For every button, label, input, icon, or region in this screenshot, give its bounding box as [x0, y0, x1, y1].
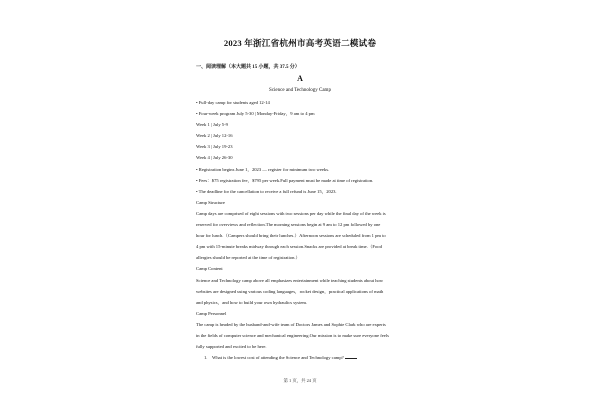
- paragraph-line: Camp days are comprised of eight sessions with two sessions per day while the final day of the week is: [196, 210, 386, 216]
- bullet-line: • Registration begins June 1，2023 — register for minimum two weeks.: [196, 166, 330, 172]
- paragraph-line: fully supported and excited to be here.: [196, 344, 267, 350]
- paragraph-line: The camp is headed by the husband-and-wife team of Doctors James and Sophie Clark who are experts: [196, 321, 386, 327]
- paragraph-line: and physics，and how to build your own hydraulics system.: [196, 299, 308, 305]
- passage-body: [196, 97, 408, 363]
- paragraph-line: in the fields of computer science and mechanical engineering.Our mission is to make sure everyone feels: [196, 332, 389, 338]
- subheading: Camp Personnel: [196, 310, 227, 316]
- bullet-line: • Fees：$75 registration fee，$795 per week.Full payment must be made at time of registration.: [196, 177, 374, 183]
- subheading: Camp Content: [196, 266, 223, 272]
- bullet-line: • Full-day camp for students aged 12-14: [196, 100, 270, 105]
- schedule-line: Week 2 | July 12-16: [196, 133, 233, 139]
- paragraph-line: websites are designed using various coding languages，rocket design，practical applications of math: [196, 288, 384, 294]
- paragraph-line: 4 pm with 15-minute breaks midway through each session.Snacks are provided at break time.（Food: [196, 244, 382, 250]
- bullet-line: • The deadline for the cancellation to receive a full refund is June 15，2023.: [196, 188, 337, 194]
- subheading: Camp Structure: [196, 199, 225, 205]
- paragraph-line: Science and Technology camp above all emphasizes entertainment while teaching students about how: [196, 277, 384, 283]
- answer-blank: [345, 358, 357, 359]
- schedule-line: Week 3 | July 19-23: [196, 144, 233, 150]
- paragraph-line: hour for lunch.（Campers should bring their lunches.）Afternoon sessions are scheduled from 1 pm to: [196, 233, 386, 239]
- passage-letter: A: [297, 74, 303, 83]
- schedule-line: Week 4 | July 26-30: [196, 155, 233, 161]
- bullet-line: • Four-week program July 5-30 | Monday-Friday，9 am to 4 pm: [196, 111, 315, 117]
- passage-title: Science and Technology Camp: [269, 88, 331, 93]
- page-footer: 第 1 页，共 24 页: [283, 378, 317, 383]
- schedule-line: Week 1 | July 5-9: [196, 122, 228, 128]
- paragraph-line: reserved for overviews and reflection.The morning sessions begin at 9 am to 12 pm followed by one: [196, 222, 381, 228]
- section-heading: 一、阅读理解（本大题共 15 小题，共 37.5 分）: [196, 65, 300, 70]
- question-line: [196, 352, 408, 363]
- document-title: 2023 年浙江省杭州市高考英语二模试卷: [223, 38, 377, 48]
- question-text: 1. What is the lowest cost of attending the Science and Technology camp?: [204, 355, 344, 361]
- paragraph-line: allergies should be reported at the time of registration.）: [196, 255, 301, 261]
